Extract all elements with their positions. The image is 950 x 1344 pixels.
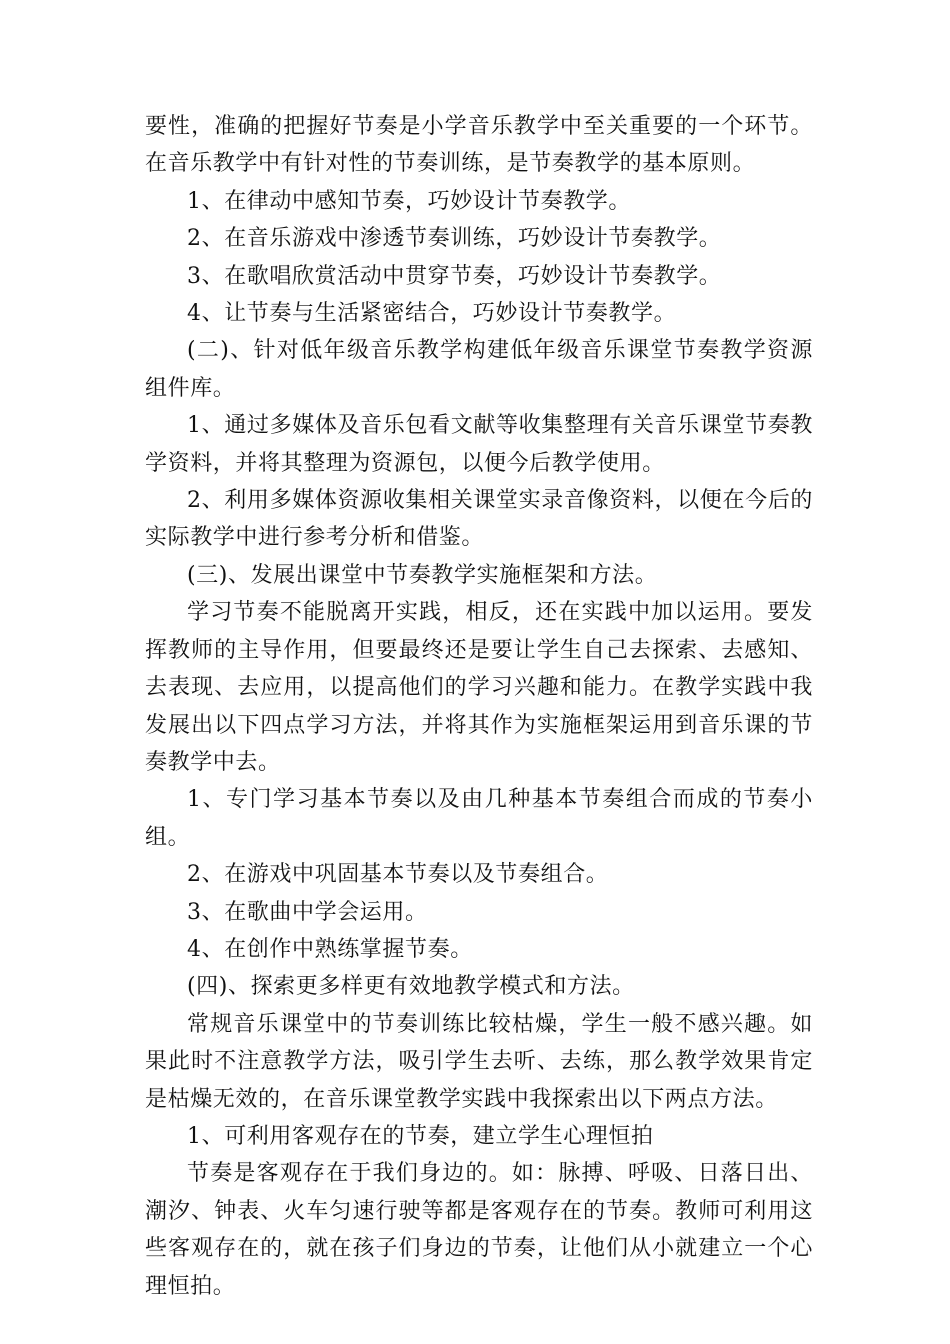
document-body [145, 108, 813, 1305]
section-heading-4: (四)、探索更多样更有效地教学模式和方法。 [187, 974, 635, 1000]
paragraph-list-item-1: 1、通过多媒体及音乐包看文献等收集整理有关音乐课堂节奏教学资料，并将其整理为资源包，以便今后教学使用。 [145, 413, 813, 476]
paragraph-list-item-4: 4、让节奏与生活紧密结合，巧妙设计节奏教学。 [187, 301, 677, 327]
paragraph-list-item-2: 2、利用多媒体资源收集相关课堂实录音像资料，以便在今后的实际教学中进行参考分析和借鉴。 [145, 488, 813, 551]
paragraph-body: 学习节奏不能脱离开实践，相反，还在实践中加以运用。要发挥教师的主导作用，但要最终还是要让学生自己去探索、去感知、去表现、去应用，以提高他们的学习兴趣和能力。在教学实践中我发展出以下四点学习方法，并将其作为实施框架运用到音乐课的节奏教学中去。 [145, 600, 813, 775]
paragraph-list-item-3: 3、在歌曲中学会运用。 [187, 899, 428, 925]
paragraph-body: 节奏是客观存在于我们身边的。如：脉搏、呼吸、日落日出、潮汐、钟表、火车匀速行驶等都是客观存在的节奏。教师可利用这些客观存在的，就在孩子们身边的节奏，让他们从小就建立一个心理恒拍。 [145, 1161, 813, 1299]
paragraph-list-item-1: 1、专门学习基本节奏以及由几种基本节奏组合而成的节奏小组。 [145, 787, 813, 850]
paragraph-list-item-1: 1、可利用客观存在的节奏，建立学生心理恒拍 [187, 1123, 654, 1149]
section-heading-3: (三)、发展出课堂中节奏教学实施框架和方法。 [187, 562, 658, 588]
section-heading-2: (二)、针对低年级音乐教学构建低年级音乐课堂节奏教学资源组件库。 [145, 338, 813, 401]
paragraph-list-item-3: 3、在歌唱欣赏活动中贯穿节奏，巧妙设计节奏教学。 [187, 263, 722, 289]
paragraph-list-item-2: 2、在游戏中巩固基本节奏以及节奏组合。 [187, 862, 609, 888]
paragraph-list-item-1: 1、在律动中感知节奏，巧妙设计节奏教学。 [187, 188, 631, 214]
paragraph-continuation: 要性，准确的把握好节奏是小学音乐教学中至关重要的一个环节。在音乐教学中有针对性的节奏训练，是节奏教学的基本原则。 [145, 114, 813, 177]
paragraph-list-item-2: 2、在音乐游戏中渗透节奏训练，巧妙设计节奏教学。 [187, 226, 722, 252]
paragraph-body: 常规音乐课堂中的节奏训练比较枯燥，学生一般不感兴趣。如果此时不注意教学方法，吸引学生去听、去练，那么教学效果肯定是枯燥无效的，在音乐课堂教学实践中我探索出以下两点方法。 [145, 1011, 813, 1112]
paragraph-list-item-4: 4、在创作中熟练掌握节奏。 [187, 936, 473, 962]
